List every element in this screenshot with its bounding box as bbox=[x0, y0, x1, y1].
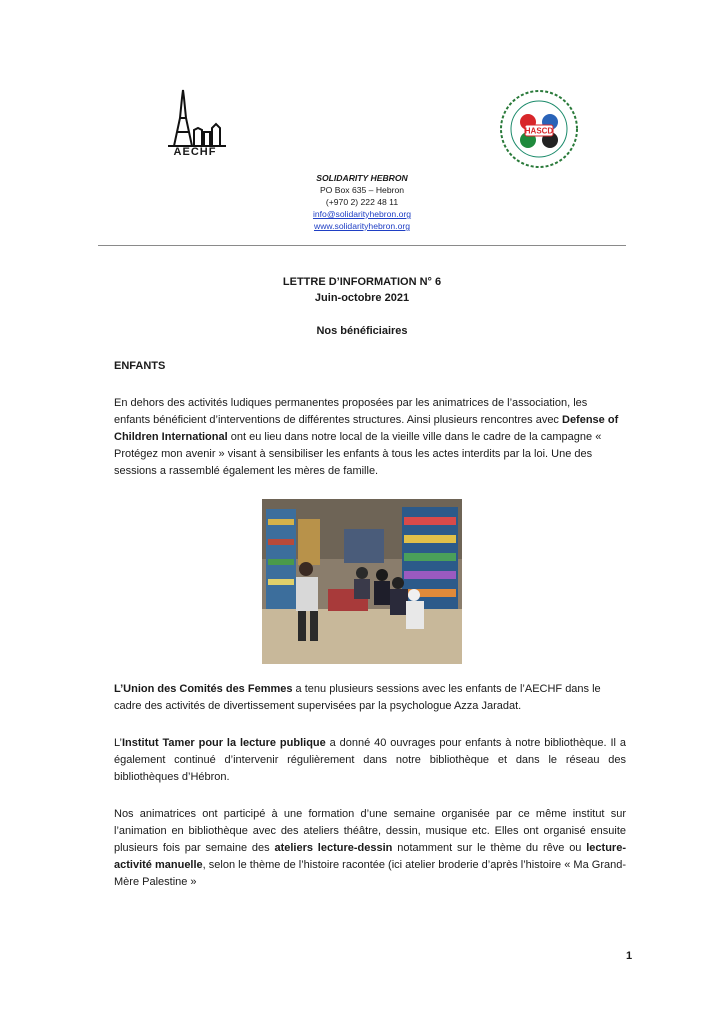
paragraph-1-bold: Defense of Children International bbox=[114, 414, 619, 443]
paragraph-3-bold: Institut Tamer pour la lecture publique bbox=[121, 737, 326, 749]
paragraph-3 bbox=[114, 735, 626, 786]
paragraph-4-bold-1: ateliers lecture-dessin bbox=[274, 842, 393, 854]
paragraph-4-text-c: , selon le thème de l’histoire racontée (ici atelier broderie d’après l’histoire « Ma Grand-Mère Palestine » bbox=[114, 859, 626, 888]
paragraph-1-text-a: En dehors des activités ludiques permanentes proposées par les animatrices de l’association, les enfants bénéficient d’interventions de différentes structures. Ainsi plusieurs rencontres avec bbox=[114, 397, 588, 426]
newsletter-title: LETTRE D’INFORMATION N° 6 bbox=[282, 276, 442, 288]
paragraph-3-text-a: L’ bbox=[114, 737, 122, 749]
paragraph-1 bbox=[114, 395, 626, 480]
newsletter-date: Juin-octobre 2021 bbox=[314, 292, 410, 304]
email-link[interactable]: info@solidarityhebron.org bbox=[312, 209, 412, 219]
aechf-logo-text: AECHF bbox=[173, 146, 217, 158]
paragraph-4-bold-2: lecture-activité manuelle bbox=[114, 842, 626, 871]
page-number: 1 bbox=[626, 950, 633, 962]
header-divider bbox=[98, 245, 626, 246]
paragraph-3-text: a donné 40 ouvrages pour enfants à notre bibliothèque. Il a également continué d’intervenir régulièrement dans notre bibliothèque et dans le réseau des bibliothèques d’Hébron. bbox=[114, 737, 626, 783]
paragraph-4-text-b: notamment sur le thème du rêve ou bbox=[392, 842, 587, 854]
phone: (+970 2) 222 48 11 bbox=[325, 197, 399, 207]
paragraph-2-text: a tenu plusieurs sessions avec les enfants de l’AECHF dans le cadre des activités de divertissement supervisées par la psychologue Azza Jaradat. bbox=[114, 683, 601, 712]
section-heading: ENFANTS bbox=[114, 360, 166, 372]
library-photo bbox=[262, 499, 462, 664]
org-name: SOLIDARITY HEBRON bbox=[316, 173, 408, 183]
paragraph-2 bbox=[114, 681, 626, 715]
paragraph-1-text-b: ont eu lieu dans notre local de la vieille ville dans le cadre de la campagne « Protégez mon avenir » visant à sensibiliser les enfants à tous les actes interdits par la loi. Une des sessions a rassemblé également les mères de famille. bbox=[114, 431, 602, 477]
section-subtitle: Nos bénéficiaires bbox=[316, 325, 408, 337]
address: PO Box 635 – Hebron bbox=[319, 185, 405, 195]
paragraph-2-bold: L’Union des Comités des Femmes bbox=[114, 683, 293, 695]
contact-block bbox=[262, 172, 462, 232]
hascd-logo bbox=[498, 88, 580, 170]
paragraph-4-text-a: Nos animatrices ont participé à une formation d’une semaine organisée par ce même institut sur l’animation en bibliothèque avec des ateliers théâtre, dessin, musique etc. Elles ont organisé ensuite plusieurs fois par semaine des bbox=[114, 808, 626, 854]
hascd-logo-text: HASCD bbox=[524, 126, 554, 136]
website-link[interactable]: www.solidarityhebron.org bbox=[313, 221, 410, 231]
paragraph-4 bbox=[114, 806, 626, 891]
